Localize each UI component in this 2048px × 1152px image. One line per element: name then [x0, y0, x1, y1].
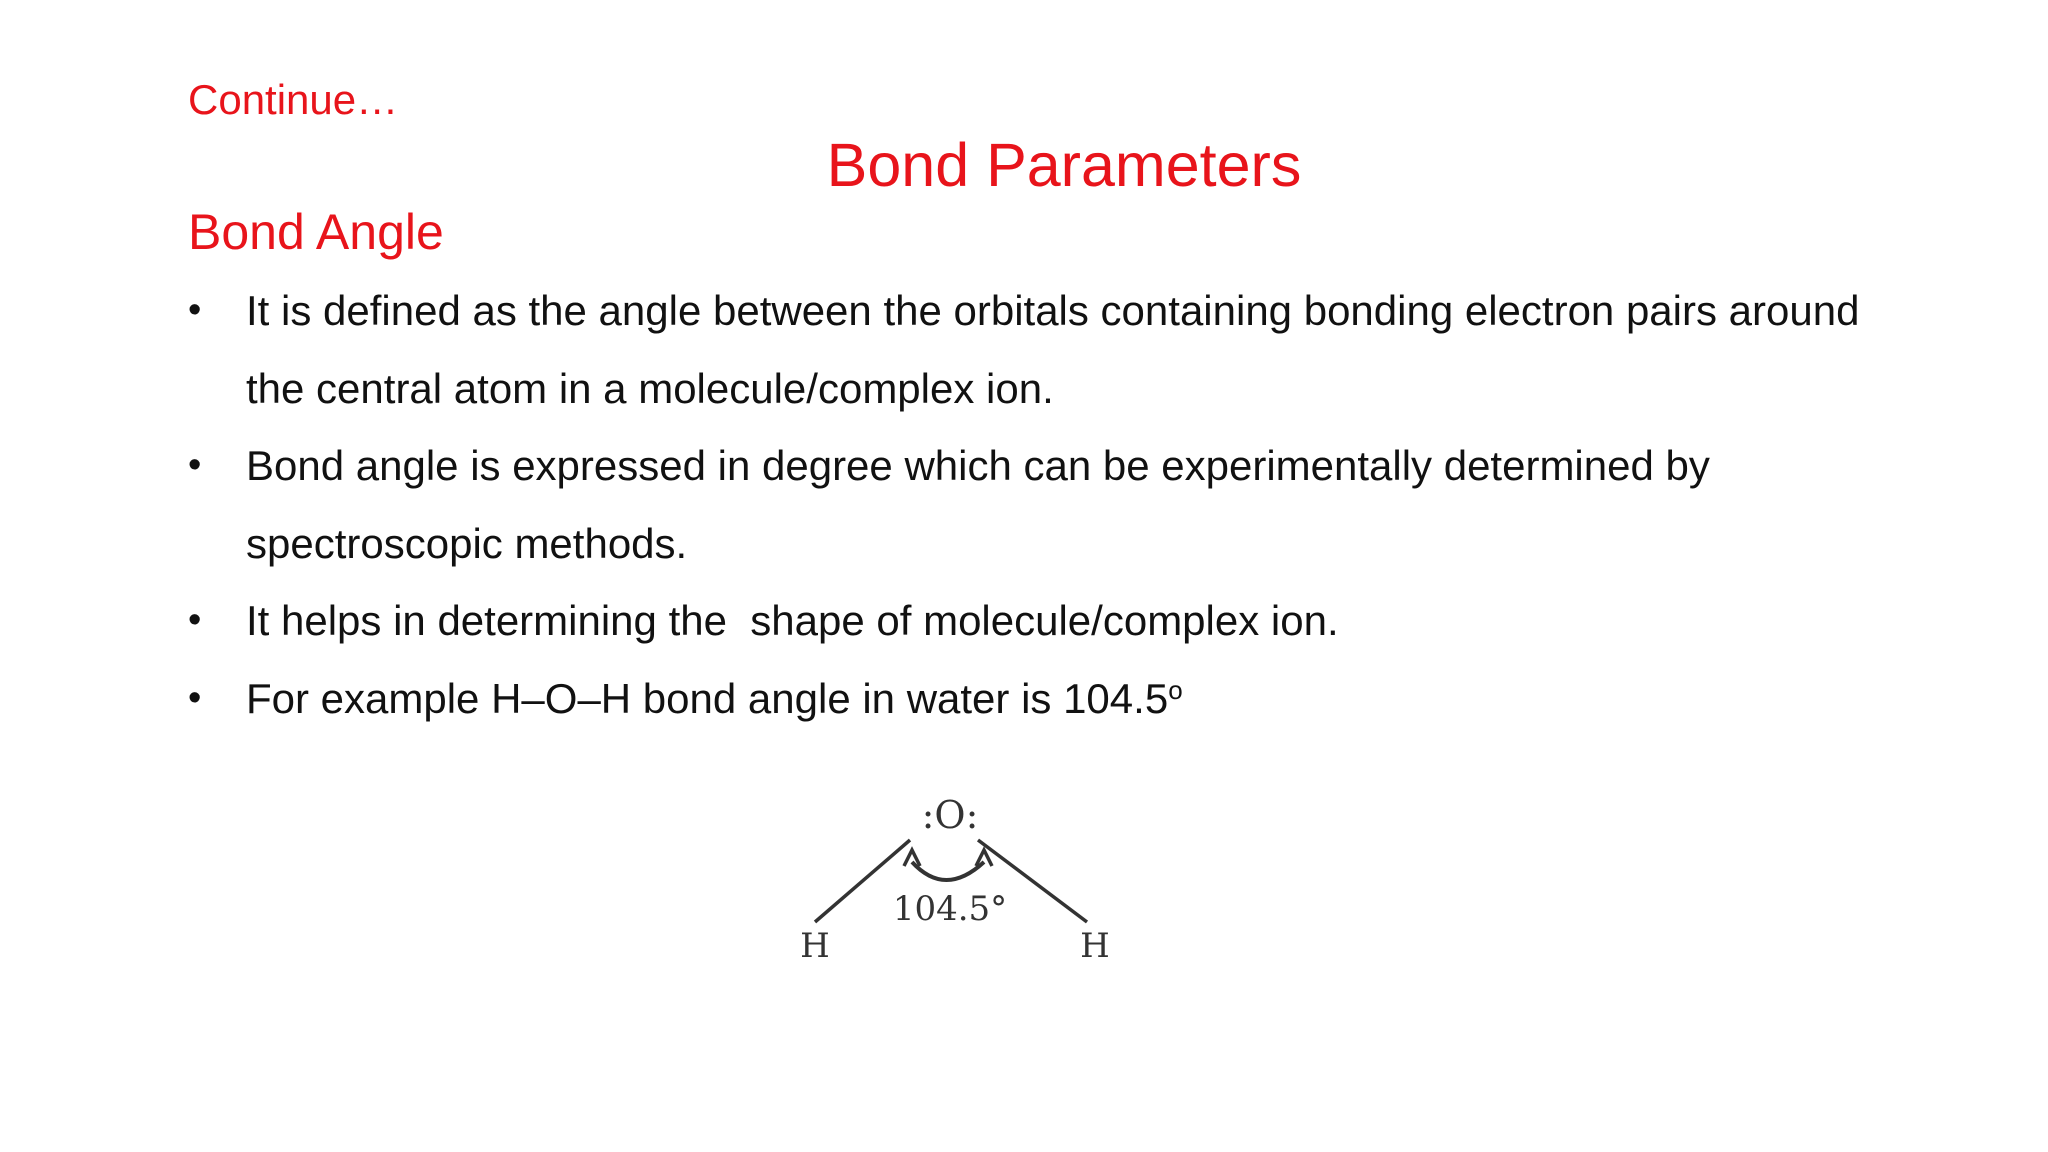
left-hydrogen-label: H	[800, 926, 830, 966]
angle-label: 104.5°	[892, 889, 1008, 929]
bullet-marker: •	[188, 289, 202, 331]
bullet-text: For example H–O–H bond angle in water is 104.5	[246, 674, 1169, 722]
bullet-list	[188, 272, 1928, 737]
bullet-marker: •	[188, 599, 202, 641]
degree-superscript: o	[1168, 674, 1183, 705]
right-hydrogen-label: H	[1080, 926, 1110, 966]
bullet-text: Bond angle is expressed in degree which can be experimentally determined by spectroscopic methods.	[246, 442, 1710, 567]
oxygen-atom-label: :O:	[921, 793, 979, 837]
bullet-item	[188, 660, 1928, 738]
bullet-text: It is defined as the angle between the orbitals containing bonding electron pairs around the central atom in a molecule/complex ion.	[246, 287, 1860, 412]
slide-title: Bond Parameters	[826, 131, 1302, 199]
bullet-item	[188, 582, 1928, 660]
bullet-marker: •	[188, 444, 202, 486]
bullet-marker: •	[188, 676, 202, 719]
water-molecule-diagram	[780, 780, 1160, 980]
angle-arc	[912, 862, 984, 880]
section-subtitle: Bond Angle	[188, 204, 444, 260]
water-molecule-svg	[780, 780, 1160, 980]
bullet-text: It helps in determining the shape of molecule/complex ion.	[246, 597, 1339, 644]
bullet-item	[188, 427, 1928, 582]
bullet-item	[188, 272, 1928, 427]
continue-label: Continue…	[188, 76, 399, 123]
